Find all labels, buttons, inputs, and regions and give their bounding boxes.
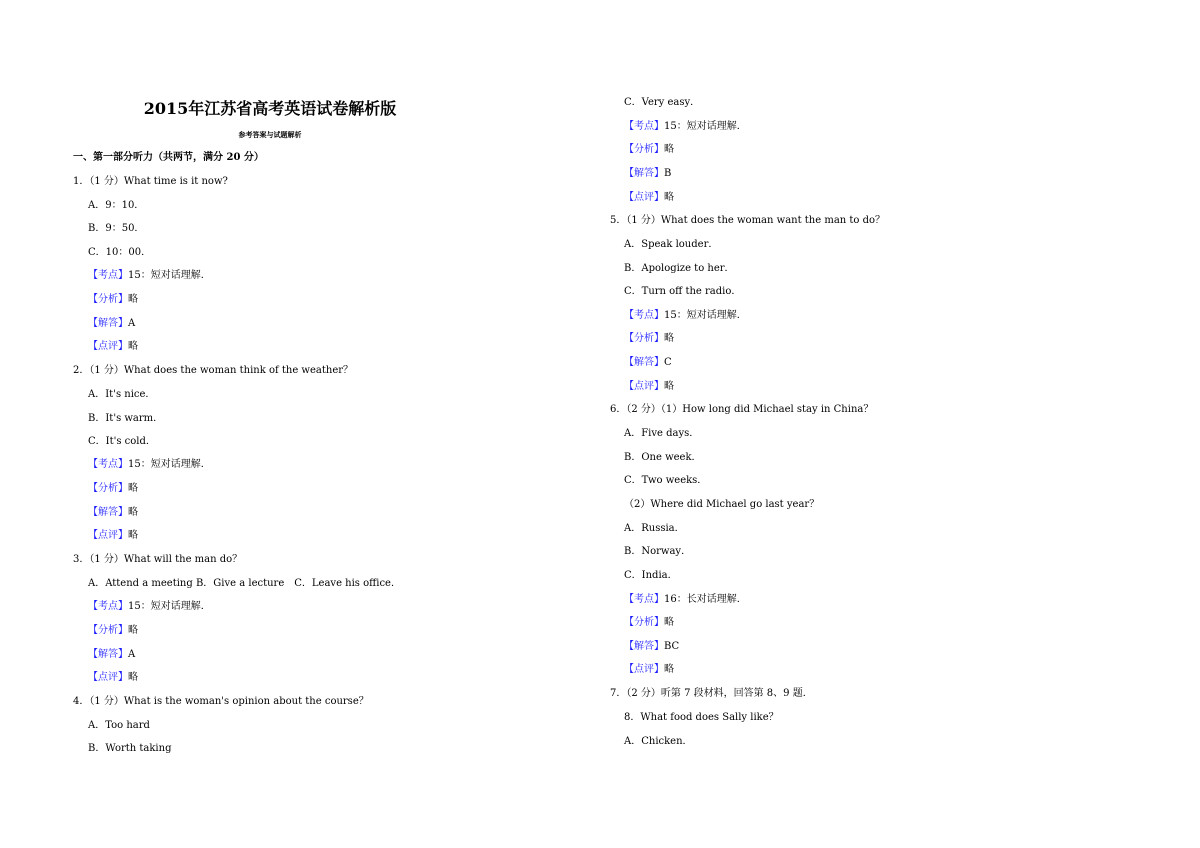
q6-option-b: B．One week．	[624, 452, 702, 463]
kaodian-tag: 【考点】	[88, 459, 128, 470]
q6-option-c: C．Two weeks．	[624, 475, 708, 486]
q5-kaodian	[624, 310, 747, 322]
q5-dianping-text: 略	[664, 381, 674, 392]
question-3: 3．（1 分）What will the man do？	[73, 554, 243, 565]
question-8: 8．What food does Sally like？	[624, 712, 779, 723]
q3-jieda-text: A	[128, 649, 136, 660]
q5-jieda	[624, 357, 672, 369]
q1-option-c: C．10：00．	[88, 247, 152, 258]
q4-kaodian-text: 15：短对话理解．	[664, 121, 747, 132]
q5-option-b: B．Apologize to her．	[624, 263, 735, 274]
jieda-tag: 【解答】	[88, 507, 128, 518]
q4-fenxi-text: 略	[664, 144, 674, 155]
q6-2-option-c: C．India．	[624, 570, 678, 581]
fenxi-tag: 【分析】	[88, 483, 128, 494]
q3-option-a: A．Attend a meeting	[88, 578, 193, 589]
q2-fenxi	[88, 483, 138, 495]
q1-jieda	[88, 318, 135, 330]
q6-fenxi-text: 略	[664, 617, 674, 628]
q6-dianping	[624, 664, 674, 676]
kaodian-tag: 【考点】	[624, 121, 664, 132]
dianping-tag: 【点评】	[624, 381, 664, 392]
q6-subquestion-2: （2）Where did Michael go last year？	[624, 499, 820, 510]
q4-jieda-text: B	[664, 168, 672, 179]
jieda-tag: 【解答】	[624, 168, 664, 179]
fenxi-tag: 【分析】	[88, 625, 128, 636]
jieda-tag: 【解答】	[624, 357, 664, 368]
right-column	[540, 0, 1080, 848]
kaodian-tag: 【考点】	[624, 310, 664, 321]
q3-option-b: B．Give a lecture	[195, 578, 285, 589]
q6-jieda-text: BC	[664, 641, 680, 652]
q3-dianping-text: 略	[128, 672, 138, 683]
q3-kaodian-text: 15：短对话理解．	[128, 601, 211, 612]
page-subtitle: 参考答案与试题解析	[238, 130, 302, 139]
q3-options	[88, 578, 401, 590]
q2-option-c: C．It's cold．	[88, 436, 156, 447]
q2-dianping-text: 略	[128, 530, 138, 541]
dianping-tag: 【点评】	[88, 341, 128, 352]
dianping-tag: 【点评】	[624, 192, 664, 203]
q1-jieda-text: A	[128, 318, 136, 329]
question-4: 4．（1 分）What is the woman's opinion about the course？	[73, 696, 369, 707]
q1-option-b: B．9：50．	[88, 223, 145, 234]
q4-jieda	[624, 168, 671, 180]
q6-2-option-b: B．Norway．	[624, 546, 692, 557]
fenxi-tag: 【分析】	[624, 144, 664, 155]
q6-dianping-text: 略	[664, 664, 674, 675]
q5-option-c: C．Turn off the radio．	[624, 286, 742, 297]
jieda-tag: 【解答】	[624, 641, 664, 652]
q2-fenxi-text: 略	[128, 483, 138, 494]
q1-kaodian	[88, 270, 211, 282]
q5-option-a: A．Speak louder．	[624, 239, 719, 250]
q3-fenxi	[88, 625, 138, 637]
fenxi-tag: 【分析】	[624, 617, 664, 628]
q5-jieda-text: C	[664, 357, 672, 368]
dianping-tag: 【点评】	[88, 530, 128, 541]
question-2: 2．（1 分）What does the woman think of the weather？	[73, 365, 354, 376]
q8-option-a: A．Chicken．	[624, 736, 693, 747]
question-5: 5．（1 分）What does the woman want the man to do？	[610, 215, 886, 226]
q4-dianping	[624, 192, 674, 204]
dianping-tag: 【点评】	[624, 664, 664, 675]
q5-fenxi	[624, 333, 674, 345]
q4-kaodian	[624, 121, 747, 133]
q4-option-b: B．Worth taking	[88, 743, 172, 754]
q3-fenxi-text: 略	[128, 625, 138, 636]
left-column	[0, 0, 540, 848]
q2-kaodian-text: 15：短对话理解．	[128, 459, 211, 470]
q4-option-a: A．Too hard	[88, 720, 150, 731]
q6-kaodian-text: 16：长对话理解．	[664, 594, 747, 605]
q1-fenxi-text: 略	[128, 294, 138, 305]
q5-fenxi-text: 略	[664, 333, 674, 344]
q2-option-b: B．It's warm．	[88, 413, 164, 424]
q3-kaodian	[88, 601, 211, 613]
q3-jieda	[88, 649, 135, 661]
fenxi-tag: 【分析】	[88, 294, 128, 305]
section-heading: 一、第一部分听力（共两节，满分 20 分）	[73, 152, 264, 163]
kaodian-tag: 【考点】	[624, 594, 664, 605]
question-1: 1．（1 分）What time is it now?	[73, 176, 228, 187]
q1-kaodian-text: 15：短对话理解．	[128, 270, 211, 281]
q2-jieda-text: 略	[128, 507, 138, 518]
q1-option-a: A．9：10．	[88, 200, 145, 211]
q2-dianping	[88, 530, 138, 542]
q2-kaodian	[88, 459, 211, 471]
q6-2-option-a: A．Russia．	[624, 523, 685, 534]
dianping-tag: 【点评】	[88, 672, 128, 683]
kaodian-tag: 【考点】	[88, 270, 128, 281]
q6-option-a: A．Five days．	[624, 428, 700, 439]
q2-option-a: A．It's nice．	[88, 389, 156, 400]
q4-dianping-text: 略	[664, 192, 674, 203]
q5-dianping	[624, 381, 674, 393]
page-title: 2015年江苏省高考英语试卷解析版	[143, 99, 397, 118]
q1-dianping-text: 略	[128, 341, 138, 352]
jieda-tag: 【解答】	[88, 649, 128, 660]
q5-kaodian-text: 15：短对话理解．	[664, 310, 747, 321]
question-6: 6．（2 分）（1）How long did Michael stay in China？	[610, 404, 874, 415]
q2-jieda	[88, 507, 138, 519]
fenxi-tag: 【分析】	[624, 333, 664, 344]
question-7: 7．（2 分）听第 7 段材料，回答第 8、9 题．	[610, 688, 813, 699]
jieda-tag: 【解答】	[88, 318, 128, 329]
q6-fenxi	[624, 617, 674, 629]
q1-fenxi	[88, 294, 138, 306]
q4-option-c: C．Very easy．	[624, 97, 701, 108]
q1-dianping	[88, 341, 138, 353]
kaodian-tag: 【考点】	[88, 601, 128, 612]
q3-option-c: C．Leave his office．	[294, 578, 401, 589]
q3-dianping	[88, 672, 138, 684]
q6-kaodian	[624, 594, 747, 606]
q6-jieda	[624, 641, 679, 653]
q4-fenxi	[624, 144, 674, 156]
